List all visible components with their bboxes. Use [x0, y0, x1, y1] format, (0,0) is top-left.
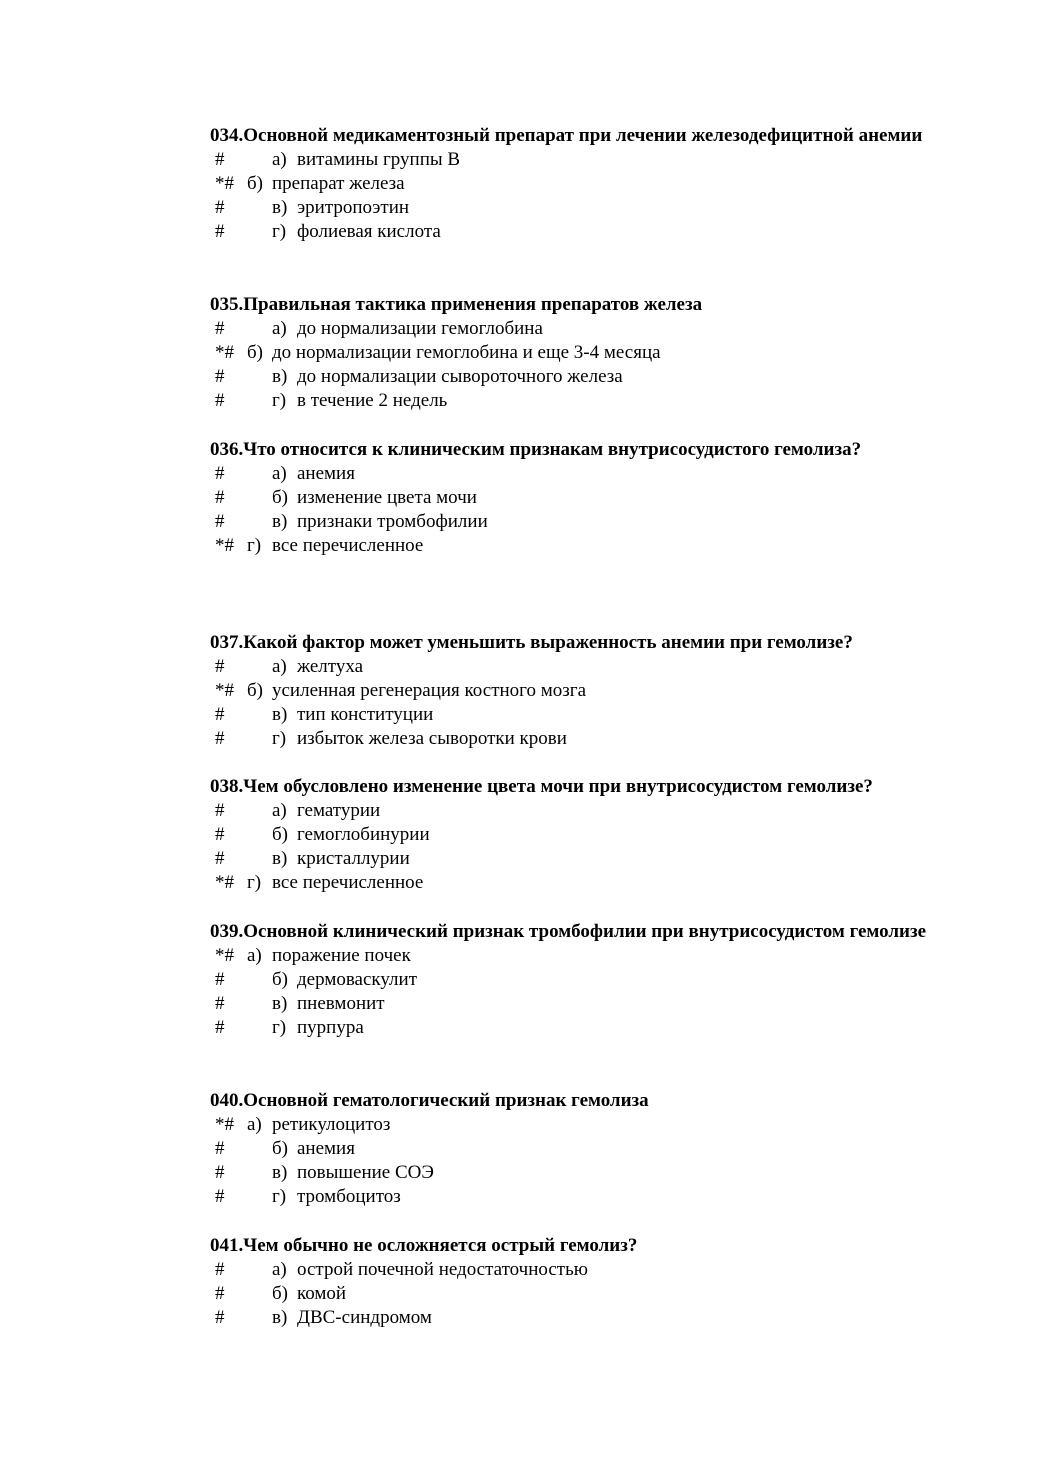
- answer-option: [149, 148, 989, 172]
- answer-marker: #: [215, 221, 225, 242]
- answer-option: [149, 486, 989, 510]
- answer-option: [149, 510, 989, 534]
- answer-text: тромбоцитоз: [297, 1186, 401, 1207]
- answer-marker: #: [215, 366, 225, 387]
- answer-option: [149, 1258, 989, 1282]
- answer-letter: в): [272, 704, 288, 725]
- answer-text: фолиевая кислота: [297, 221, 441, 242]
- answer-text: анемия: [297, 1138, 355, 1159]
- question-title: 041.Чем обычно не осложняется острый гемолиз?: [210, 1235, 638, 1256]
- answer-text: анемия: [297, 463, 355, 484]
- answer-text: в течение 2 недель: [297, 390, 448, 411]
- question-038: [149, 775, 989, 895]
- answer-marker: #: [215, 1138, 225, 1159]
- answer-option: [149, 727, 989, 751]
- answer-letter: а): [272, 800, 287, 821]
- answer-text: кристаллурии: [297, 848, 410, 869]
- answer-letter: г): [272, 728, 287, 749]
- answer-letter: б): [272, 487, 288, 508]
- answer-text: пневмонит: [297, 993, 385, 1014]
- answer-letter: г): [272, 390, 287, 411]
- answer-text: ретикулоцитоз: [272, 1114, 391, 1135]
- question-title: 034.Основной медикаментозный препарат при лечении железодефицитной анемии: [210, 125, 923, 146]
- answer-letter: в): [272, 848, 288, 869]
- answer-marker: #: [215, 487, 225, 508]
- answer-option: [149, 196, 989, 220]
- answer-text: комой: [297, 1283, 347, 1304]
- answer-marker: #: [215, 511, 225, 532]
- answer-text: пурпура: [297, 1017, 364, 1038]
- answer-letter: г): [272, 1017, 287, 1038]
- question-title: 037.Какой фактор может уменьшить выраженность анемии при гемолизе?: [210, 632, 853, 653]
- answer-letter: а): [247, 945, 262, 966]
- answer-text: до нормализации гемоглобина и еще 3-4 месяца: [272, 342, 661, 363]
- question-title: 038.Чем обусловлено изменение цвета мочи при внутрисосудистом гемолизе?: [210, 776, 873, 797]
- answer-letter: в): [272, 366, 288, 387]
- answer-option: [149, 220, 989, 244]
- answer-marker: #: [215, 848, 225, 869]
- answer-marker: *#: [215, 173, 234, 194]
- answer-letter: в): [272, 197, 288, 218]
- answer-letter: г): [247, 872, 262, 893]
- answer-option: [149, 703, 989, 727]
- answer-letter: в): [272, 993, 288, 1014]
- answer-text: дермоваскулит: [297, 969, 418, 990]
- answer-letter: в): [272, 1162, 288, 1183]
- answer-option: [149, 968, 989, 992]
- answer-marker: #: [215, 728, 225, 749]
- answer-marker: *#: [215, 535, 234, 556]
- answer-option-correct: [149, 1113, 989, 1137]
- answer-text: желтуха: [297, 656, 364, 677]
- answer-letter: а): [272, 149, 287, 170]
- answer-letter: б): [272, 1138, 288, 1159]
- answer-marker: *#: [215, 680, 234, 701]
- answer-marker: #: [215, 390, 225, 411]
- answer-letter: г): [272, 1186, 287, 1207]
- answer-option: [149, 823, 989, 847]
- answer-text: препарат железа: [272, 173, 405, 194]
- answer-letter: б): [247, 173, 263, 194]
- answer-option: [149, 655, 989, 679]
- answer-marker: #: [215, 1186, 225, 1207]
- answer-text: эритропоэтин: [297, 197, 410, 218]
- answer-text: до нормализации гемоглобина: [297, 318, 543, 339]
- answer-marker: #: [215, 1259, 225, 1280]
- question-037: [149, 631, 989, 751]
- answer-text: все перечисленное: [272, 872, 424, 893]
- answer-option: [149, 462, 989, 486]
- answer-option: [149, 317, 989, 341]
- answer-letter: в): [272, 511, 288, 532]
- answer-option: [149, 1185, 989, 1209]
- answer-option: [149, 389, 989, 413]
- answer-option: [149, 365, 989, 389]
- answer-text: повышение СОЭ: [297, 1162, 434, 1183]
- answer-text: признаки тромбофилии: [297, 511, 488, 532]
- question-039: [149, 920, 989, 1040]
- answer-option-correct: [149, 341, 989, 365]
- answer-marker: #: [215, 824, 225, 845]
- answer-text: острой почечной недостаточностью: [297, 1259, 588, 1280]
- answer-marker: *#: [215, 1114, 234, 1135]
- question-title: 040.Основной гематологический признак гемолиза: [210, 1090, 649, 1111]
- answer-marker: #: [215, 704, 225, 725]
- answer-option-correct: [149, 534, 989, 558]
- answer-text: ДВС-синдромом: [297, 1307, 432, 1328]
- question-title: 035.Правильная тактика применения препаратов железа: [210, 294, 703, 315]
- answer-option: [149, 847, 989, 871]
- question-040: [149, 1089, 989, 1209]
- answer-text: гемоглобинурии: [297, 824, 430, 845]
- answer-text: изменение цвета мочи: [297, 487, 477, 508]
- answer-letter: г): [247, 535, 262, 556]
- answer-letter: а): [272, 463, 287, 484]
- answer-marker: #: [215, 318, 225, 339]
- answer-text: усиленная регенерация костного мозга: [272, 680, 587, 701]
- answer-option-correct: [149, 871, 989, 895]
- answer-marker: #: [215, 969, 225, 990]
- answer-option: [149, 1306, 989, 1330]
- answer-marker: #: [215, 1307, 225, 1328]
- answer-marker: *#: [215, 872, 234, 893]
- answer-option-correct: [149, 944, 989, 968]
- answer-letter: б): [272, 1283, 288, 1304]
- answer-letter: а): [272, 656, 287, 677]
- answer-letter: б): [247, 342, 263, 363]
- answer-option-correct: [149, 679, 989, 703]
- answer-letter: г): [272, 221, 287, 242]
- answer-text: поражение почек: [272, 945, 411, 966]
- answer-text: избыток железа сыворотки крови: [297, 728, 567, 749]
- answer-letter: в): [272, 1307, 288, 1328]
- question-035: [149, 293, 989, 413]
- question-041: [149, 1234, 989, 1330]
- answer-letter: а): [247, 1114, 262, 1135]
- answer-marker: #: [215, 800, 225, 821]
- answer-option-correct: [149, 172, 989, 196]
- answer-text: до нормализации сывороточного железа: [297, 366, 623, 387]
- answer-option: [149, 799, 989, 823]
- question-title: 036.Что относится к клиническим признакам внутрисосудистого гемолиза?: [210, 439, 862, 460]
- answer-marker: #: [215, 149, 225, 170]
- answer-text: витамины группы В: [297, 149, 461, 170]
- answer-marker: #: [215, 197, 225, 218]
- answer-marker: *#: [215, 342, 234, 363]
- answer-option: [149, 1016, 989, 1040]
- answer-marker: #: [215, 463, 225, 484]
- answer-marker: #: [215, 993, 225, 1014]
- answer-marker: #: [215, 1283, 225, 1304]
- answer-option: [149, 1161, 989, 1185]
- answer-letter: б): [272, 969, 288, 990]
- answer-option: [149, 1137, 989, 1161]
- answer-marker: #: [215, 1162, 225, 1183]
- answer-letter: а): [272, 318, 287, 339]
- answer-option: [149, 992, 989, 1016]
- question-title: 039.Основной клинический признак тромбофилии при внутрисосудистом гемолизе: [210, 921, 927, 942]
- answer-text: тип конституции: [297, 704, 434, 725]
- question-036: [149, 438, 989, 558]
- answer-letter: б): [247, 680, 263, 701]
- answer-letter: б): [272, 824, 288, 845]
- answer-marker: #: [215, 656, 225, 677]
- answer-option: [149, 1282, 989, 1306]
- answer-marker: #: [215, 1017, 225, 1038]
- answer-letter: а): [272, 1259, 287, 1280]
- answer-text: гематурии: [297, 800, 381, 821]
- answer-text: все перечисленное: [272, 535, 424, 556]
- question-034: [149, 124, 989, 244]
- answer-marker: *#: [215, 945, 234, 966]
